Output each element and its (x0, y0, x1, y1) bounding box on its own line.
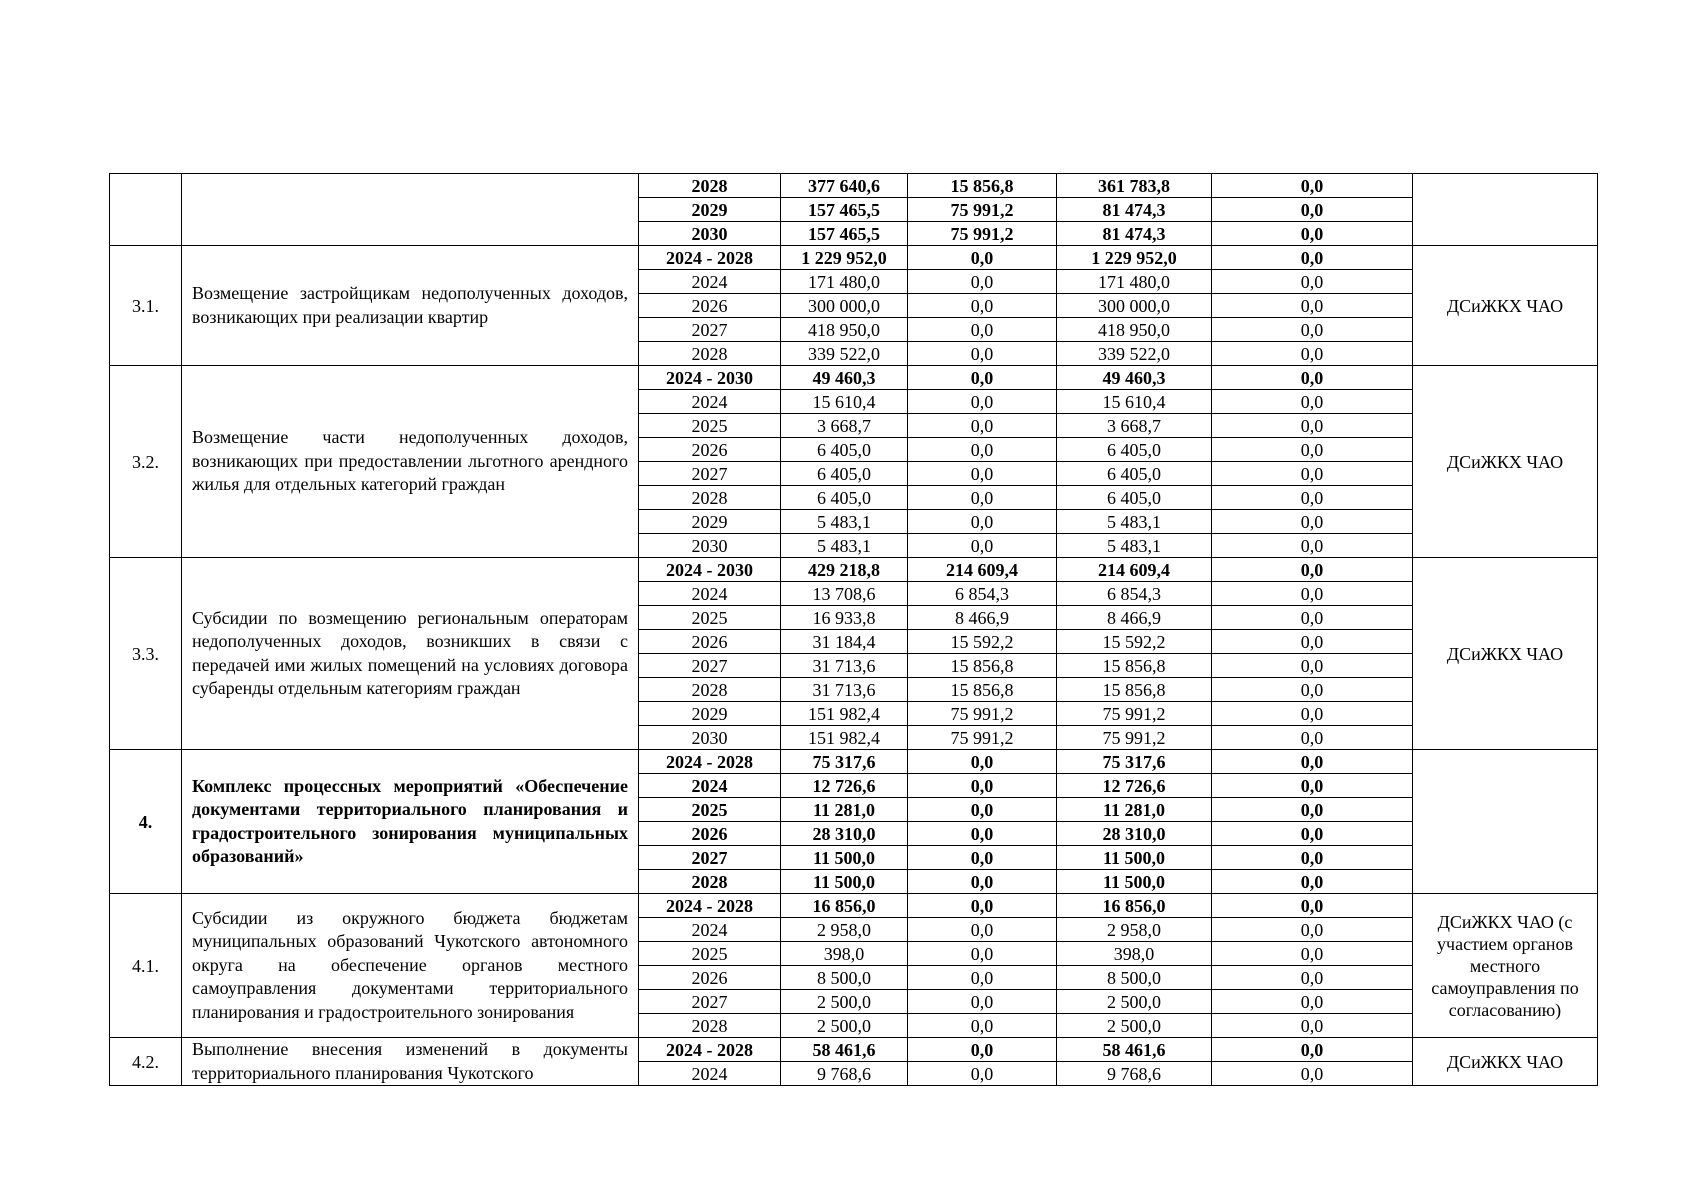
row-number: 4.2. (110, 1038, 182, 1086)
other-sources-cell: 0,0 (1212, 678, 1413, 702)
year-cell: 2025 (639, 942, 781, 966)
row-number: 4.1. (110, 894, 182, 1038)
federal-budget-cell: 75 991,2 (908, 702, 1057, 726)
total-cell: 13 708,6 (781, 582, 908, 606)
federal-budget-cell: 0,0 (908, 870, 1057, 894)
year-cell: 2024 - 2030 (639, 558, 781, 582)
federal-budget-cell: 0,0 (908, 390, 1057, 414)
other-sources-cell: 0,0 (1212, 414, 1413, 438)
year-cell: 2029 (639, 198, 781, 222)
other-sources-cell: 0,0 (1212, 1038, 1413, 1062)
district-budget-cell: 81 474,3 (1057, 198, 1212, 222)
year-cell: 2024 (639, 1062, 781, 1086)
total-cell: 418 950,0 (781, 318, 908, 342)
other-sources-cell: 0,0 (1212, 438, 1413, 462)
total-cell: 151 982,4 (781, 726, 908, 750)
activity-name: Возмещение застройщикам недополученных доходов, возникающих при реализации квартир (182, 246, 639, 366)
federal-budget-cell: 15 856,8 (908, 174, 1057, 198)
other-sources-cell: 0,0 (1212, 294, 1413, 318)
row-number: 3.1. (110, 246, 182, 366)
table-body (110, 174, 1598, 1086)
district-budget-cell: 214 609,4 (1057, 558, 1212, 582)
year-cell: 2028 (639, 342, 781, 366)
funding-table-container (109, 173, 1597, 1086)
district-budget-cell: 11 500,0 (1057, 846, 1212, 870)
district-budget-cell: 5 483,1 (1057, 510, 1212, 534)
year-cell: 2030 (639, 726, 781, 750)
other-sources-cell: 0,0 (1212, 1014, 1413, 1038)
year-cell: 2030 (639, 222, 781, 246)
other-sources-cell: 0,0 (1212, 630, 1413, 654)
federal-budget-cell: 0,0 (908, 486, 1057, 510)
federal-budget-cell: 75 991,2 (908, 222, 1057, 246)
total-cell: 398,0 (781, 942, 908, 966)
total-cell: 58 461,6 (781, 1038, 908, 1062)
executor-cell (1413, 174, 1598, 246)
year-cell: 2024 (639, 774, 781, 798)
total-cell: 11 500,0 (781, 846, 908, 870)
district-budget-cell: 6 405,0 (1057, 462, 1212, 486)
activity-name: Субсидии из окружного бюджета бюджетам муниципальных образований Чукотского автономного округа на обеспечение органов местного самоуправления документами территориального планирования и градостроительного зонирования (182, 894, 639, 1038)
other-sources-cell: 0,0 (1212, 222, 1413, 246)
district-budget-cell: 15 610,4 (1057, 390, 1212, 414)
executor-cell: ДСиЖКХ ЧАО (1413, 558, 1598, 750)
district-budget-cell: 11 500,0 (1057, 870, 1212, 894)
total-cell: 339 522,0 (781, 342, 908, 366)
table-row (110, 558, 1598, 582)
district-budget-cell: 15 592,2 (1057, 630, 1212, 654)
district-budget-cell: 2 958,0 (1057, 918, 1212, 942)
total-cell: 6 405,0 (781, 486, 908, 510)
total-cell: 31 713,6 (781, 678, 908, 702)
other-sources-cell: 0,0 (1212, 894, 1413, 918)
federal-budget-cell: 0,0 (908, 534, 1057, 558)
year-cell: 2027 (639, 990, 781, 1014)
federal-budget-cell: 75 991,2 (908, 726, 1057, 750)
other-sources-cell: 0,0 (1212, 750, 1413, 774)
total-cell: 15 610,4 (781, 390, 908, 414)
year-cell: 2028 (639, 486, 781, 510)
other-sources-cell: 0,0 (1212, 702, 1413, 726)
district-budget-cell: 3 668,7 (1057, 414, 1212, 438)
year-cell: 2027 (639, 462, 781, 486)
activity-name: Субсидии по возмещению региональным операторам недополученных доходов, возникших в связи с передачей ими жилых помещений на условиях договора субаренды отдельным категориям граждан (182, 558, 639, 750)
other-sources-cell: 0,0 (1212, 462, 1413, 486)
federal-budget-cell: 0,0 (908, 270, 1057, 294)
federal-budget-cell: 0,0 (908, 438, 1057, 462)
other-sources-cell: 0,0 (1212, 246, 1413, 270)
district-budget-cell: 6 405,0 (1057, 486, 1212, 510)
federal-budget-cell: 15 592,2 (908, 630, 1057, 654)
executor-cell (1413, 750, 1598, 894)
federal-budget-cell: 0,0 (908, 294, 1057, 318)
total-cell: 8 500,0 (781, 966, 908, 990)
federal-budget-cell: 0,0 (908, 1062, 1057, 1086)
year-cell: 2025 (639, 606, 781, 630)
total-cell: 12 726,6 (781, 774, 908, 798)
district-budget-cell: 418 950,0 (1057, 318, 1212, 342)
year-cell: 2024 (639, 582, 781, 606)
district-budget-cell: 2 500,0 (1057, 1014, 1212, 1038)
year-cell: 2024 - 2030 (639, 366, 781, 390)
federal-budget-cell: 6 854,3 (908, 582, 1057, 606)
row-number (110, 174, 182, 246)
year-cell: 2024 (639, 390, 781, 414)
federal-budget-cell: 0,0 (908, 798, 1057, 822)
federal-budget-cell: 0,0 (908, 822, 1057, 846)
total-cell: 151 982,4 (781, 702, 908, 726)
district-budget-cell: 2 500,0 (1057, 990, 1212, 1014)
total-cell: 2 958,0 (781, 918, 908, 942)
year-cell: 2027 (639, 318, 781, 342)
federal-budget-cell: 0,0 (908, 510, 1057, 534)
table-row (110, 1038, 1598, 1062)
other-sources-cell: 0,0 (1212, 918, 1413, 942)
district-budget-cell: 75 991,2 (1057, 726, 1212, 750)
other-sources-cell: 0,0 (1212, 606, 1413, 630)
district-budget-cell: 6 405,0 (1057, 438, 1212, 462)
total-cell: 171 480,0 (781, 270, 908, 294)
federal-budget-cell: 0,0 (908, 366, 1057, 390)
year-cell: 2027 (639, 846, 781, 870)
total-cell: 6 405,0 (781, 462, 908, 486)
row-number: 4. (110, 750, 182, 894)
total-cell: 49 460,3 (781, 366, 908, 390)
year-cell: 2030 (639, 534, 781, 558)
district-budget-cell: 300 000,0 (1057, 294, 1212, 318)
year-cell: 2026 (639, 630, 781, 654)
district-budget-cell: 58 461,6 (1057, 1038, 1212, 1062)
total-cell: 429 218,8 (781, 558, 908, 582)
activity-name: Выполнение внесения изменений в документы территориального планирования Чукотского (182, 1038, 639, 1086)
federal-budget-cell: 0,0 (908, 942, 1057, 966)
total-cell: 3 668,7 (781, 414, 908, 438)
other-sources-cell: 0,0 (1212, 582, 1413, 606)
federal-budget-cell: 0,0 (908, 966, 1057, 990)
year-cell: 2024 - 2028 (639, 1038, 781, 1062)
year-cell: 2028 (639, 870, 781, 894)
executor-cell: ДСиЖКХ ЧАО (1413, 246, 1598, 366)
year-cell: 2024 (639, 918, 781, 942)
other-sources-cell: 0,0 (1212, 390, 1413, 414)
other-sources-cell: 0,0 (1212, 1062, 1413, 1086)
table-row (110, 894, 1598, 918)
total-cell: 2 500,0 (781, 1014, 908, 1038)
total-cell: 300 000,0 (781, 294, 908, 318)
district-budget-cell: 15 856,8 (1057, 678, 1212, 702)
district-budget-cell: 398,0 (1057, 942, 1212, 966)
district-budget-cell: 49 460,3 (1057, 366, 1212, 390)
total-cell: 157 465,5 (781, 222, 908, 246)
year-cell: 2026 (639, 966, 781, 990)
activity-name: Возмещение части недополученных доходов, возникающих при предоставлении льготного арендного жилья для отдельных категорий граждан (182, 366, 639, 558)
district-budget-cell: 12 726,6 (1057, 774, 1212, 798)
other-sources-cell: 0,0 (1212, 270, 1413, 294)
total-cell: 157 465,5 (781, 198, 908, 222)
federal-budget-cell: 0,0 (908, 318, 1057, 342)
row-number: 3.3. (110, 558, 182, 750)
other-sources-cell: 0,0 (1212, 174, 1413, 198)
total-cell: 9 768,6 (781, 1062, 908, 1086)
year-cell: 2029 (639, 702, 781, 726)
federal-budget-cell: 75 991,2 (908, 198, 1057, 222)
other-sources-cell: 0,0 (1212, 966, 1413, 990)
district-budget-cell: 8 466,9 (1057, 606, 1212, 630)
total-cell: 31 184,4 (781, 630, 908, 654)
total-cell: 28 310,0 (781, 822, 908, 846)
other-sources-cell: 0,0 (1212, 726, 1413, 750)
total-cell: 31 713,6 (781, 654, 908, 678)
federal-budget-cell: 0,0 (908, 990, 1057, 1014)
total-cell: 377 640,6 (781, 174, 908, 198)
table-row (110, 246, 1598, 270)
year-cell: 2026 (639, 438, 781, 462)
district-budget-cell: 15 856,8 (1057, 654, 1212, 678)
total-cell: 5 483,1 (781, 510, 908, 534)
federal-budget-cell: 15 856,8 (908, 654, 1057, 678)
federal-budget-cell: 0,0 (908, 750, 1057, 774)
federal-budget-cell: 15 856,8 (908, 678, 1057, 702)
district-budget-cell: 6 854,3 (1057, 582, 1212, 606)
year-cell: 2028 (639, 1014, 781, 1038)
activity-name: Комплекс процессных мероприятий «Обеспечение документами территориального планирования и градостроительного зонирования муниципальных образований» (182, 750, 639, 894)
other-sources-cell: 0,0 (1212, 342, 1413, 366)
district-budget-cell: 361 783,8 (1057, 174, 1212, 198)
other-sources-cell: 0,0 (1212, 870, 1413, 894)
district-budget-cell: 11 281,0 (1057, 798, 1212, 822)
district-budget-cell: 81 474,3 (1057, 222, 1212, 246)
other-sources-cell: 0,0 (1212, 822, 1413, 846)
federal-budget-cell: 0,0 (908, 1038, 1057, 1062)
other-sources-cell: 0,0 (1212, 198, 1413, 222)
district-budget-cell: 171 480,0 (1057, 270, 1212, 294)
year-cell: 2028 (639, 174, 781, 198)
federal-budget-cell: 8 466,9 (908, 606, 1057, 630)
table-row (110, 366, 1598, 390)
federal-budget-cell: 0,0 (908, 1014, 1057, 1038)
year-cell: 2026 (639, 822, 781, 846)
executor-cell: ДСиЖКХ ЧАО (1413, 1038, 1598, 1086)
year-cell: 2026 (639, 294, 781, 318)
other-sources-cell: 0,0 (1212, 798, 1413, 822)
table-row (110, 174, 1598, 198)
total-cell: 11 500,0 (781, 870, 908, 894)
total-cell: 11 281,0 (781, 798, 908, 822)
federal-budget-cell: 0,0 (908, 414, 1057, 438)
year-cell: 2029 (639, 510, 781, 534)
district-budget-cell: 16 856,0 (1057, 894, 1212, 918)
total-cell: 75 317,6 (781, 750, 908, 774)
activity-name (182, 174, 639, 246)
other-sources-cell: 0,0 (1212, 846, 1413, 870)
year-cell: 2025 (639, 798, 781, 822)
federal-budget-cell: 0,0 (908, 342, 1057, 366)
district-budget-cell: 339 522,0 (1057, 342, 1212, 366)
row-number: 3.2. (110, 366, 182, 558)
federal-budget-cell: 0,0 (908, 246, 1057, 270)
federal-budget-cell: 0,0 (908, 462, 1057, 486)
federal-budget-cell: 0,0 (908, 894, 1057, 918)
year-cell: 2028 (639, 678, 781, 702)
year-cell: 2027 (639, 654, 781, 678)
total-cell: 5 483,1 (781, 534, 908, 558)
federal-budget-cell: 0,0 (908, 918, 1057, 942)
district-budget-cell: 75 991,2 (1057, 702, 1212, 726)
other-sources-cell: 0,0 (1212, 486, 1413, 510)
federal-budget-cell: 0,0 (908, 774, 1057, 798)
district-budget-cell: 5 483,1 (1057, 534, 1212, 558)
executor-cell: ДСиЖКХ ЧАО (с участием органов местного самоуправления по согласованию) (1413, 894, 1598, 1038)
district-budget-cell: 8 500,0 (1057, 966, 1212, 990)
total-cell: 1 229 952,0 (781, 246, 908, 270)
year-cell: 2024 (639, 270, 781, 294)
year-cell: 2024 - 2028 (639, 894, 781, 918)
year-cell: 2025 (639, 414, 781, 438)
other-sources-cell: 0,0 (1212, 654, 1413, 678)
total-cell: 6 405,0 (781, 438, 908, 462)
table-row (110, 750, 1598, 774)
executor-cell: ДСиЖКХ ЧАО (1413, 366, 1598, 558)
other-sources-cell: 0,0 (1212, 534, 1413, 558)
other-sources-cell: 0,0 (1212, 990, 1413, 1014)
district-budget-cell: 1 229 952,0 (1057, 246, 1212, 270)
other-sources-cell: 0,0 (1212, 558, 1413, 582)
year-cell: 2024 - 2028 (639, 246, 781, 270)
federal-budget-cell: 0,0 (908, 846, 1057, 870)
federal-budget-cell: 214 609,4 (908, 558, 1057, 582)
district-budget-cell: 75 317,6 (1057, 750, 1212, 774)
year-cell: 2024 - 2028 (639, 750, 781, 774)
other-sources-cell: 0,0 (1212, 942, 1413, 966)
total-cell: 2 500,0 (781, 990, 908, 1014)
total-cell: 16 933,8 (781, 606, 908, 630)
other-sources-cell: 0,0 (1212, 774, 1413, 798)
other-sources-cell: 0,0 (1212, 366, 1413, 390)
funding-table (109, 173, 1598, 1086)
total-cell: 16 856,0 (781, 894, 908, 918)
other-sources-cell: 0,0 (1212, 318, 1413, 342)
other-sources-cell: 0,0 (1212, 510, 1413, 534)
district-budget-cell: 28 310,0 (1057, 822, 1212, 846)
district-budget-cell: 9 768,6 (1057, 1062, 1212, 1086)
